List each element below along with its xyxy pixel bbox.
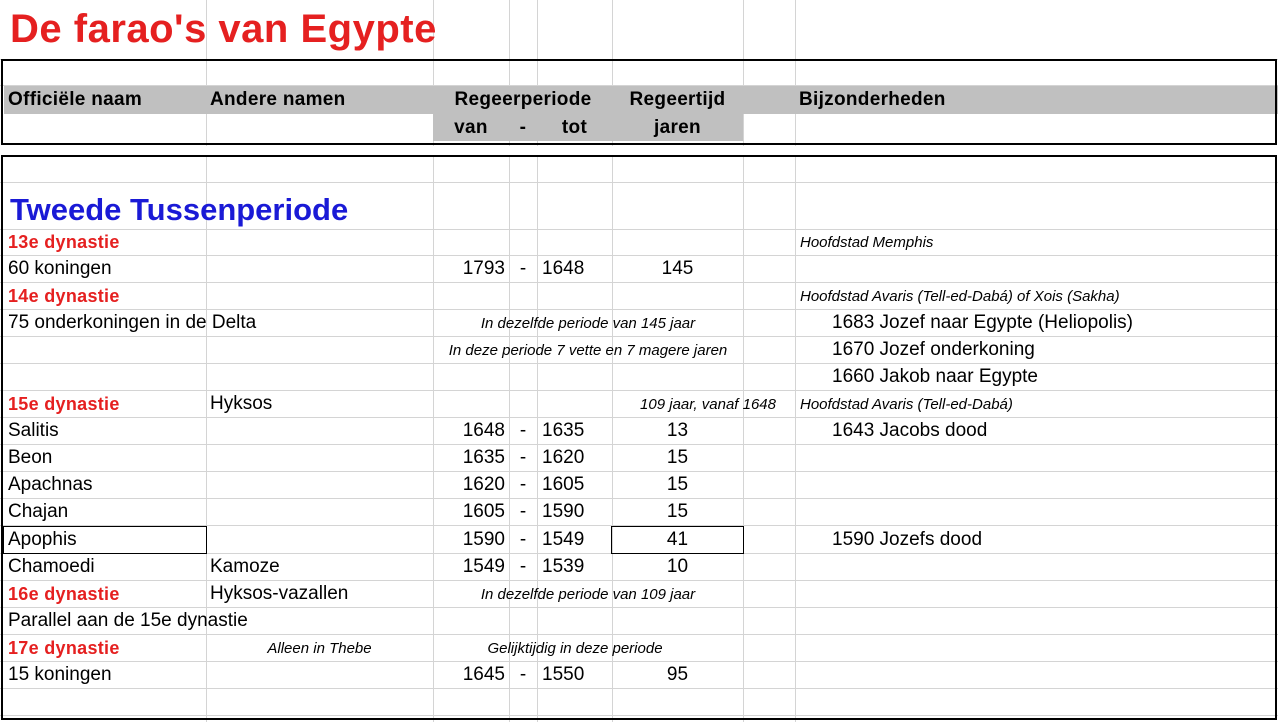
reign-years: 95 — [666, 664, 689, 685]
period-note: Gelijktijdig in deze periode — [487, 639, 663, 657]
reign-to: 1635 — [542, 420, 585, 441]
reign-dash: - — [519, 420, 527, 441]
ruler-name: Chamoedi — [8, 556, 95, 577]
col-bijzonderheden: Bijzonderheden — [799, 89, 946, 110]
col-dash: - — [519, 116, 527, 138]
dynasty-label: 16e dynastie — [8, 583, 120, 604]
reign-dash: - — [519, 258, 527, 279]
period-note: In dezelfde periode van 109 jaar — [480, 585, 696, 603]
reign-dash: - — [519, 474, 527, 495]
reign-from: 1645 — [462, 664, 505, 685]
ruler-name[interactable]: Apophis — [8, 528, 77, 550]
reign-years[interactable]: 41 — [666, 528, 689, 550]
column-subheader-row — [0, 114, 1278, 141]
table-row — [0, 310, 1278, 337]
table-row — [0, 391, 1278, 418]
period-note: In deze periode 7 vette en 7 magere jaren — [448, 341, 728, 359]
table-row — [0, 283, 1278, 310]
reign-to: 1620 — [542, 447, 585, 468]
reign-from: 1793 — [462, 258, 505, 279]
header-block — [0, 0, 1278, 146]
section-title: Tweede Tussenperiode — [10, 192, 349, 227]
other-name: Alleen in Thebe — [267, 639, 372, 657]
col-regeertijd: Regeertijd — [629, 89, 726, 110]
ruler-name: 15 koningen — [8, 664, 112, 685]
section-row — [0, 183, 1278, 229]
table-row — [0, 689, 1278, 716]
dynasty-label: 14e dynastie — [8, 285, 120, 306]
reign-years: 15 — [666, 447, 689, 468]
dynasty-label: 17e dynastie — [8, 637, 120, 658]
table-row — [0, 662, 1278, 689]
reign-from: 1549 — [462, 556, 505, 577]
column-header-row — [0, 86, 1278, 114]
table-row — [0, 256, 1278, 283]
page-title: De farao's van Egypte — [10, 7, 437, 51]
col-van: van — [454, 116, 488, 138]
data-block — [0, 155, 1278, 722]
table-row — [0, 635, 1278, 662]
detail-text: 1590 Jozefs dood — [832, 528, 983, 550]
detail-text: Hoofdstad Memphis — [800, 233, 934, 251]
table-row — [0, 445, 1278, 472]
detail-text: 1643 Jacobs dood — [832, 420, 988, 441]
other-name: Hyksos-vazallen — [210, 583, 349, 604]
reign-dash: - — [519, 664, 527, 685]
table-row — [0, 581, 1278, 608]
reign-from: 1590 — [462, 528, 505, 550]
col-officiele-naam: Officiële naam — [8, 89, 143, 110]
reign-to: 1549 — [542, 528, 585, 550]
detail-text: 1670 Jozef onderkoning — [832, 339, 1035, 360]
col-regeerperiode: Regeerperiode — [454, 89, 592, 110]
reign-to: 1605 — [542, 474, 585, 495]
table-row — [0, 364, 1278, 391]
ruler-name: Chajan — [8, 501, 69, 522]
reign-from: 1635 — [462, 447, 505, 468]
page-title-cell — [10, 0, 437, 59]
table-row — [0, 472, 1278, 499]
reign-dash: - — [519, 501, 527, 522]
ruler-name: Apachnas — [8, 474, 93, 495]
dynasty-label: 13e dynastie — [8, 231, 120, 252]
reign-years: 145 — [661, 258, 694, 279]
reign-to: 1648 — [542, 258, 585, 279]
reign-dash: - — [519, 447, 527, 468]
detail-text: Hoofdstad Avaris (Tell-ed-Dabá) of Xois (Sakha) — [800, 287, 1120, 305]
ruler-name: Parallel aan de 15e dynastie — [8, 610, 248, 631]
ruler-name: 60 koningen — [8, 258, 112, 279]
table-row — [0, 337, 1278, 364]
reign-to: 1539 — [542, 556, 585, 577]
reign-dash: - — [519, 556, 527, 577]
reign-from: 1648 — [462, 420, 505, 441]
table-row — [0, 526, 1278, 554]
period-note: In dezelfde periode van 145 jaar — [480, 314, 696, 332]
table-row — [0, 418, 1278, 445]
reign-years: 13 — [666, 420, 689, 441]
col-jaren: jaren — [654, 116, 701, 138]
other-name: Hyksos — [210, 393, 273, 414]
reign-years: 10 — [666, 556, 689, 577]
reign-to: 1590 — [542, 501, 585, 522]
ruler-name: Beon — [8, 447, 53, 468]
table-row — [0, 608, 1278, 635]
reign-to: 1550 — [542, 664, 585, 685]
col-andere-namen: Andere namen — [210, 89, 346, 110]
table-row — [0, 554, 1278, 581]
spacer-row — [0, 60, 1278, 86]
table-row — [0, 229, 1278, 256]
detail-text: 1660 Jakob naar Egypte — [832, 366, 1038, 387]
period-note: 109 jaar, vanaf 1648 — [640, 395, 776, 413]
reign-years: 15 — [666, 501, 689, 522]
ruler-name: 75 onderkoningen in de Delta — [8, 312, 257, 333]
other-name: Kamoze — [210, 556, 280, 577]
ruler-name: Salitis — [8, 420, 59, 441]
reign-from: 1620 — [462, 474, 505, 495]
reign-dash: - — [519, 528, 527, 550]
reign-years: 15 — [666, 474, 689, 495]
table-row — [0, 155, 1278, 183]
dynasty-label: 15e dynastie — [8, 393, 120, 414]
detail-text: Hoofdstad Avaris (Tell-ed-Dabá) — [800, 395, 1013, 413]
detail-text: 1683 Jozef naar Egypte (Heliopolis) — [832, 312, 1134, 333]
table-row — [0, 499, 1278, 526]
section-title-cell — [10, 191, 348, 229]
col-tot: tot — [561, 116, 588, 138]
reign-from: 1605 — [462, 501, 505, 522]
title-row — [0, 0, 1278, 60]
